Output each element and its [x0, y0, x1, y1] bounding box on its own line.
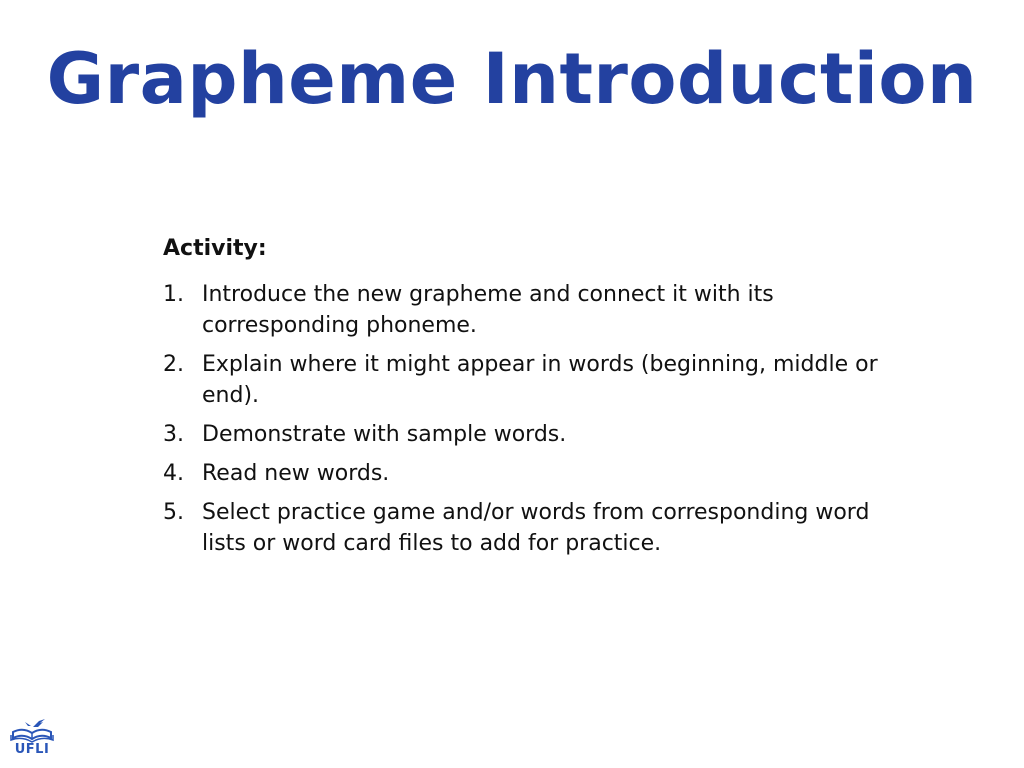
step-number: 1.: [163, 282, 184, 307]
activity-steps-list: [163, 279, 883, 559]
step-text: Read new words.: [202, 461, 390, 486]
step-number: 2.: [163, 352, 184, 377]
logo-text: UFLI: [14, 742, 50, 757]
step-text: Explain where it might appear in words (beginning, middle or end).: [202, 352, 878, 408]
open-book-bird-icon: [9, 718, 55, 744]
activity-step: [163, 458, 883, 489]
activity-label: Activity:: [163, 236, 267, 261]
step-number: 3.: [163, 422, 184, 447]
activity-step: [163, 279, 883, 341]
activity-step: [163, 497, 883, 559]
step-text: Introduce the new grapheme and connect it with its corresponding phoneme.: [202, 282, 774, 338]
ufli-logo: [9, 718, 55, 762]
step-number: 4.: [163, 461, 184, 486]
step-text: Select practice game and/or words from corresponding word lists or word card files to add for practice.: [202, 500, 870, 556]
step-text: Demonstrate with sample words.: [202, 422, 567, 447]
activity-step: [163, 349, 883, 411]
activity-section: [163, 236, 883, 567]
activity-step: [163, 419, 883, 450]
slide-title: Grapheme Introduction: [46, 38, 978, 120]
step-number: 5.: [163, 500, 184, 525]
